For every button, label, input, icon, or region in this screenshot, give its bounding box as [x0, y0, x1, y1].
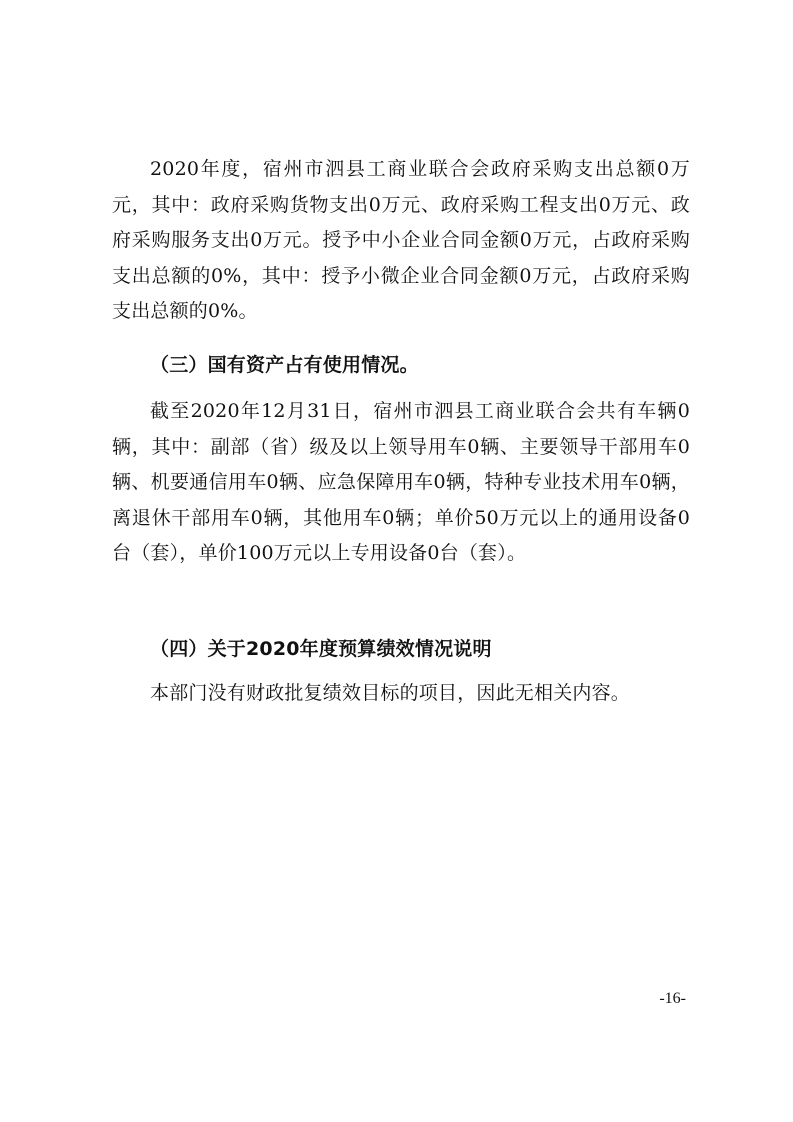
paragraph-state-assets: 截至2020年12月31日，宿州市泗县工商业联合会共有车辆0辆，其中：副部（省）级及以上领导用车0辆、主要领导干部用车0辆、机要通信用车0辆、应急保障用车0辆，特种专业技术用车0辆，离退休干部用车0辆，其他用车0辆；单价50万元以上的通用设备0台（套），单价100万元以上专用设备0台（套）。 — [112, 400, 690, 564]
page-number: -16- — [659, 990, 686, 1007]
paragraph-budget-performance: 本部门没有财政批复绩效目标的项目，因此无相关内容。 — [150, 682, 631, 704]
heading-budget-performance: （四）关于2020年度预算绩效情况说明 — [150, 638, 492, 660]
paragraph-procurement: 2020年度，宿州市泗县工商业联合会政府采购支出总额0万元，其中：政府采购货物支出0万元、政府采购工程支出0万元、政府采购服务支出0万元。授予中小企业合同金额0万元，占政府采购支出总额的0%，其中：授予小微企业合同金额0万元，占政府采购支出总额的0%。 — [112, 158, 690, 322]
heading-state-assets: （三）国有资产占有使用情况。 — [150, 354, 419, 376]
